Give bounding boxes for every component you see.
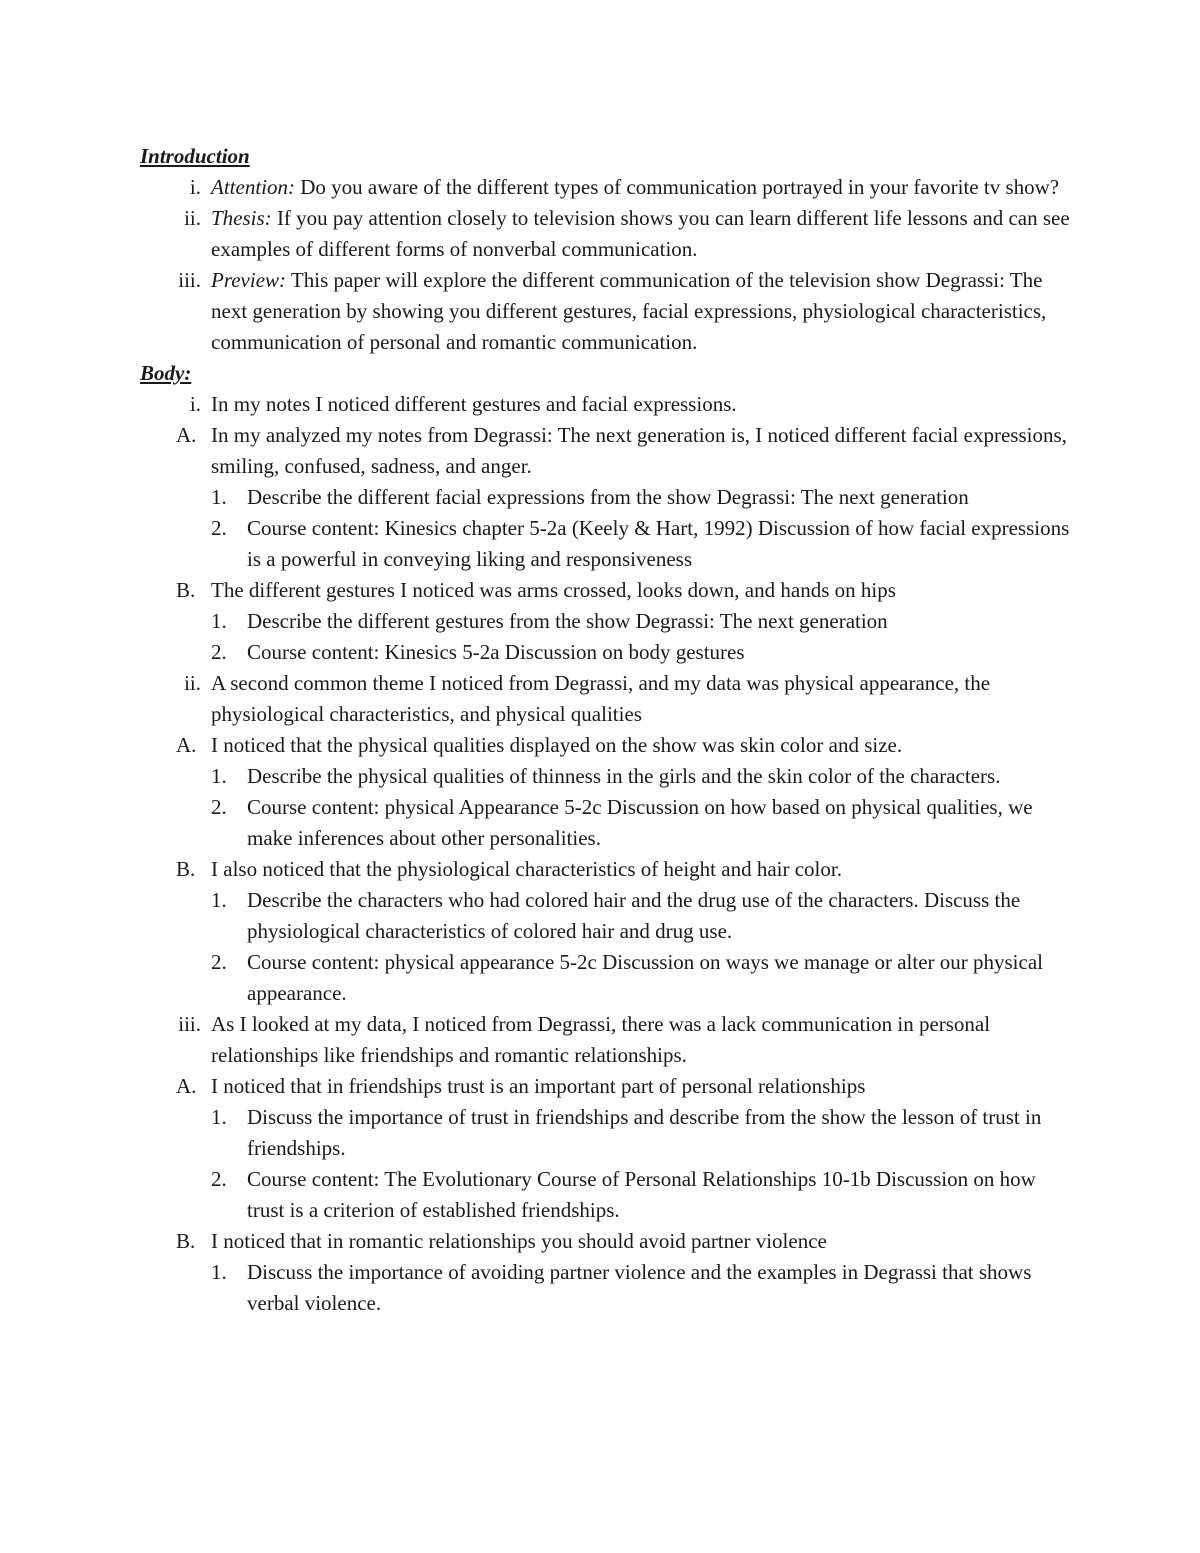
body-section-3 [140, 1009, 1070, 1071]
list-marker: 1. [211, 609, 227, 633]
body-detail [140, 1164, 1070, 1226]
detail-text: Course content: Kinesics chapter 5-2a (Keely & Hart, 1992) Discussion of how facial expressions is a powerful in conveying liking and responsiveness [247, 516, 1070, 571]
detail-text: Discuss the importance of trust in friendships and describe from the show the lesson of trust in friendships. [247, 1105, 1042, 1160]
body-subpoint [140, 730, 1070, 761]
subpoint-text: I noticed that the physical qualities displayed on the show was skin color and size. [211, 733, 903, 757]
list-marker: 2. [211, 640, 227, 664]
list-marker: B. [176, 1229, 196, 1253]
body-subpoint [140, 854, 1070, 885]
list-marker: 1. [211, 1260, 227, 1284]
detail-text: Describe the different gestures from the show Degrassi: The next generation [247, 609, 888, 633]
intro-label: Thesis: [211, 206, 272, 230]
body-detail [140, 761, 1070, 792]
body-heading: Body: [140, 361, 192, 385]
list-marker: 2. [211, 1167, 227, 1191]
list-marker: B. [176, 578, 196, 602]
body-subpoint [140, 575, 1070, 606]
list-marker: A. [176, 423, 197, 447]
subpoint-text: I noticed that in romantic relationships you should avoid partner violence [211, 1229, 827, 1253]
list-marker: iii. [178, 268, 201, 292]
detail-text: Describe the different facial expressions from the show Degrassi: The next generation [247, 485, 969, 509]
intro-text: If you pay attention closely to television shows you can learn different life lessons and can see examples of different forms of nonverbal communication. [211, 206, 1070, 261]
list-marker: ii. [184, 206, 201, 230]
list-marker: 1. [211, 1105, 227, 1129]
list-marker: A. [176, 733, 197, 757]
subpoint-text: The different gestures I noticed was arms crossed, looks down, and hands on hips [211, 578, 896, 602]
body-detail [140, 606, 1070, 637]
body-section-2 [140, 668, 1070, 730]
detail-text: Describe the characters who had colored hair and the drug use of the characters. Discuss the physiological characteristics of colored hair and drug use. [247, 888, 1021, 943]
subpoint-text: I noticed that in friendships trust is an important part of personal relationships [211, 1074, 866, 1098]
list-marker: A. [176, 1074, 197, 1098]
list-marker: i. [189, 392, 201, 416]
intro-label: Attention: [211, 175, 295, 199]
detail-text: Course content: physical Appearance 5-2c Discussion on how based on physical qualities, we make inferences about other personalities. [247, 795, 1033, 850]
introduction-heading: Introduction [140, 144, 250, 168]
intro-text: This paper will explore the different communication of the television show Degrassi: The next generation by showing you different gestures, facial expressions, physiological characteristics, communication of personal and romantic communication. [211, 268, 1047, 354]
list-marker: B. [176, 857, 196, 881]
intro-label: Preview: [211, 268, 287, 292]
body-subpoint [140, 420, 1070, 482]
list-marker: ii. [184, 671, 201, 695]
list-marker: 1. [211, 888, 227, 912]
detail-text: Course content: physical appearance 5-2c Discussion on ways we manage or alter our physical appearance. [247, 950, 1043, 1005]
list-marker: 2. [211, 795, 227, 819]
body-subpoint [140, 1226, 1070, 1257]
subpoint-text: In my analyzed my notes from Degrassi: The next generation is, I noticed different facial expressions, smiling, confused, sadness, and anger. [211, 423, 1067, 478]
body-detail [140, 947, 1070, 1009]
detail-text: Course content: The Evolutionary Course of Personal Relationships 10-1b Discussion on how trust is a criterion of established friendships. [247, 1167, 1036, 1222]
detail-text: Discuss the importance of avoiding partner violence and the examples in Degrassi that shows verbal violence. [247, 1260, 1032, 1315]
body-detail [140, 885, 1070, 947]
section-text: In my notes I noticed different gestures and facial expressions. [211, 392, 737, 416]
intro-text: Do you aware of the different types of communication portrayed in your favorite tv show? [294, 175, 1060, 199]
body-detail [140, 482, 1070, 513]
list-marker: 2. [211, 950, 227, 974]
intro-item-thesis [140, 203, 1070, 265]
body-subpoint [140, 1071, 1070, 1102]
section-text: As I looked at my data, I noticed from Degrassi, there was a lack communication in personal relationships like friendships and romantic relationships. [211, 1012, 991, 1067]
body-detail [140, 792, 1070, 854]
detail-text: Course content: Kinesics 5-2a Discussion on body gestures [247, 640, 745, 664]
body-detail [140, 637, 1070, 668]
section-text: A second common theme I noticed from Degrassi, and my data was physical appearance, the physiological characteristics, and physical qualities [211, 671, 991, 726]
detail-text: Describe the physical qualities of thinness in the girls and the skin color of the characters. [247, 764, 1001, 788]
list-marker: 1. [211, 764, 227, 788]
list-marker: 1. [211, 485, 227, 509]
list-marker: i. [189, 175, 201, 199]
body-detail [140, 1102, 1070, 1164]
list-marker: iii. [178, 1012, 201, 1036]
intro-item-attention [140, 172, 1070, 203]
intro-item-preview [140, 265, 1070, 358]
subpoint-text: I also noticed that the physiological characteristics of height and hair color. [211, 857, 842, 881]
list-marker: 2. [211, 516, 227, 540]
body-section-1 [140, 389, 1070, 420]
body-detail [140, 1257, 1070, 1319]
body-detail [140, 513, 1070, 575]
